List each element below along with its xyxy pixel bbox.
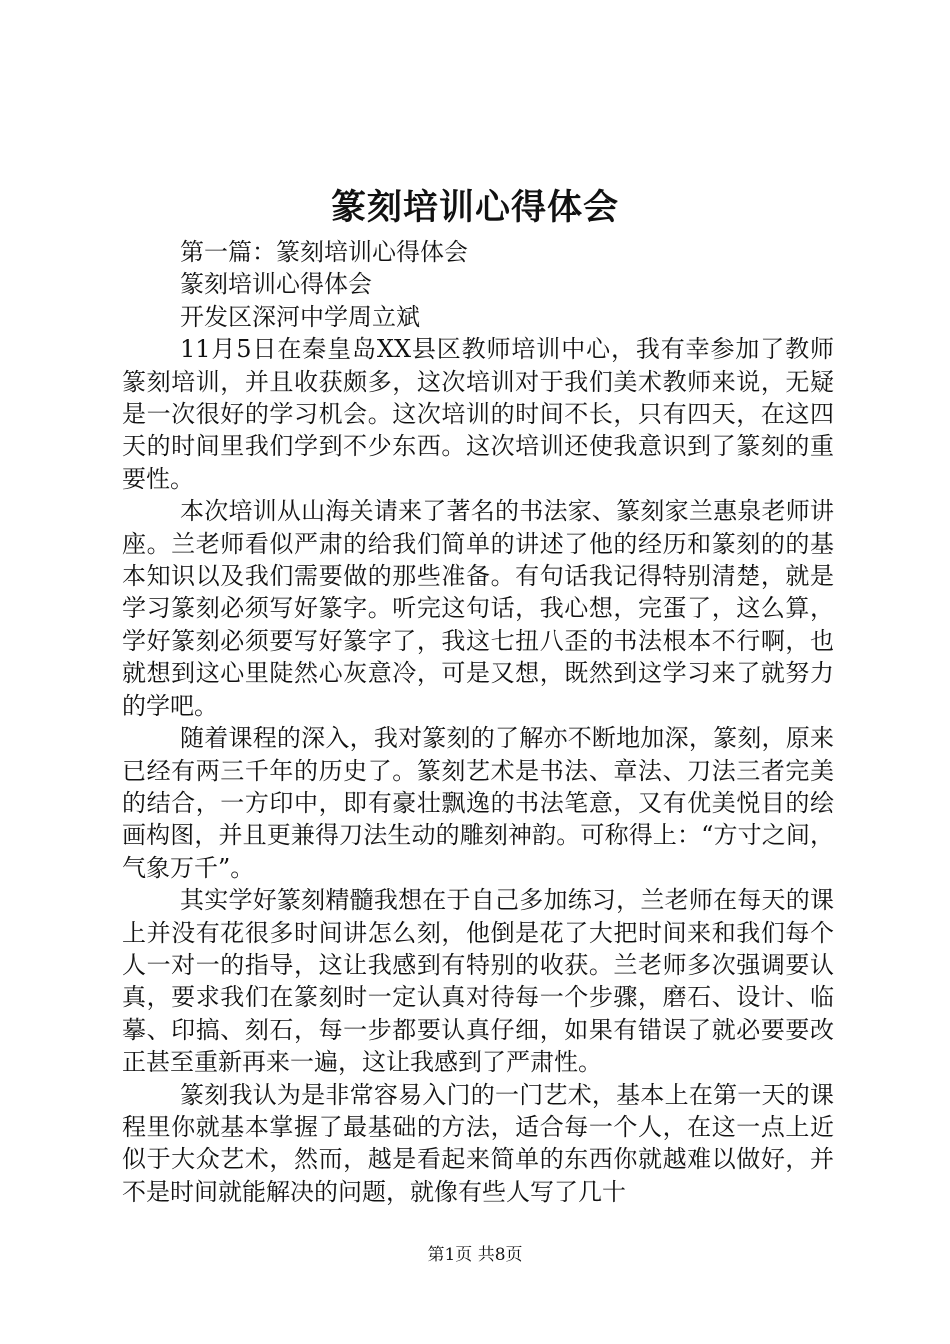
section-heading: 第一篇：篆刻培训心得体会	[180, 238, 468, 266]
page-footer: 第1页 共8页	[427, 1245, 523, 1265]
body-paragraph: 篆刻我认为是非常容易入门的一门艺术，基本上在第一天的课程里你就基本掌握了最基础的方法，适合每一个人，在这一点上近似于大众艺术，然而，越是看起来简单的东西你就越难以做好，并不是时间就能解决的问题，就像有些人写了几十	[122, 1080, 834, 1206]
body-paragraph: 随着课程的深入，我对篆刻的了解亦不断地加深，篆刻，原来已经有两三千年的历史了。篆刻艺术是书法、章法、刀法三者完美的结合，一方印中，即有豪壮飘逸的书法笔意，又有优美悦目的绘画构图，并且更兼得刀法生动的雕刻神韵。可称得上：“方寸之间，气象万千”。	[122, 724, 834, 882]
document-body	[122, 236, 834, 1208]
body-paragraph: 其实学好篆刻精髓我想在于自己多加练习，兰老师在每天的课上并没有花很多时间讲怎么刻，他倒是花了大把时间来和我们每个人一对一的指导，这让我感到有特别的收获。兰老师多次强调要认真，要求我们在篆刻时一定认真对待每一个步骤，磨石、设计、临摹、印搞、刻石，每一步都要认真仔细，如果有错误了就必要要改正甚至重新再来一遍，这让我感到了严肃性。	[122, 886, 834, 1077]
author-line: 开发区深河中学周立斌	[180, 302, 420, 331]
subtitle: 篆刻培训心得体会	[180, 270, 372, 299]
body-paragraph: 本次培训从山海关请来了著名的书法家、篆刻家兰惠泉老师讲座。兰老师看似严肃的给我们简单的讲述了他的经历和篆刻的的基本知识以及我们需要做的那些准备。有句话我记得特别清楚，就是学习篆刻必须写好篆字。听完这句话，我心想，完蛋了，这么算，学好篆刻必须要写好篆字了，我这七扭八歪的书法根本不行啊，也就想到这心里陡然心灰意冷，可是又想，既然到这学习来了就努力的学吧。	[122, 497, 834, 720]
body-paragraph: 11月5日在秦皇岛XX县区教师培训中心，我有幸参加了教师篆刻培训，并且收获颇多，这次培训对于我们美术教师来说，无疑是一次很好的学习机会。这次培训的时间不长，只有四天，在这四天的时间里我们学到不少东西。这次培训还使我意识到了篆刻的重要性。	[122, 335, 834, 493]
document-title: 篆刻培训心得体会	[330, 187, 619, 228]
